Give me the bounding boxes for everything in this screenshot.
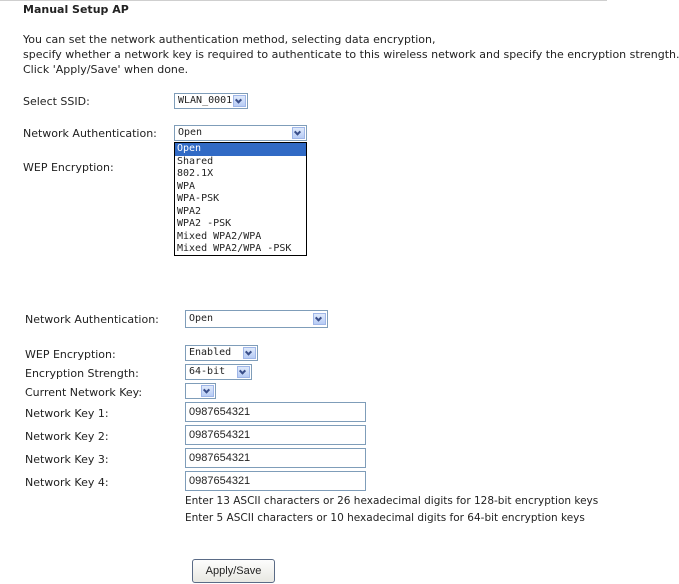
select-ssid-label: Select SSID:	[23, 95, 90, 108]
chevron-down-icon	[201, 385, 214, 397]
network-auth-label: Network Authentication:	[23, 127, 157, 140]
intro-line-3: Click 'Apply/Save' when done.	[23, 63, 189, 76]
network-key-4-input[interactable]: 0987654321	[185, 471, 366, 491]
network-key-2-input[interactable]: 0987654321	[185, 425, 366, 445]
wep-encryption-label: WEP Encryption:	[23, 161, 114, 174]
wep-encryption-label-2: WEP Encryption:	[25, 348, 116, 361]
ssid-select-value: WLAN_0001	[178, 95, 233, 106]
auth-option-wpa-psk[interactable]: WPA-PSK	[177, 193, 220, 204]
top-divider	[0, 0, 607, 1]
network-auth-select-2-value: Open	[189, 313, 214, 324]
chevron-down-icon	[313, 313, 326, 325]
intro-line-2: specify whether a network key is required to authenticate to this wireless network and specify the encryption strength.	[23, 48, 679, 61]
intro-line-1: You can set the network authentication method, selecting data encryption,	[23, 33, 436, 46]
encryption-strength-select-value: 64-bit	[189, 366, 226, 377]
network-key-1-label: Network Key 1:	[25, 407, 109, 420]
hint-128-bit: Enter 13 ASCII characters or 26 hexadecimal digits for 128-bit encryption keys	[185, 495, 599, 507]
chevron-down-icon	[233, 95, 246, 107]
network-auth-select-value: Open	[178, 127, 203, 138]
auth-option-open[interactable]: Open	[175, 143, 306, 156]
chevron-down-icon	[292, 127, 305, 139]
chevron-down-icon	[243, 347, 256, 359]
wep-encryption-select-value: Enabled	[189, 347, 232, 358]
network-key-1-input[interactable]: 0987654321	[185, 402, 366, 422]
auth-option-mixed-wpa2-wpa-psk[interactable]: Mixed WPA2/WPA -PSK	[177, 243, 292, 254]
auth-option-wpa2[interactable]: WPA2	[177, 205, 202, 217]
wep-encryption-select[interactable]	[185, 345, 258, 361]
network-auth-select-2[interactable]	[185, 310, 328, 328]
hint-64-bit: Enter 5 ASCII characters or 10 hexadecimal digits for 64-bit encryption keys	[185, 512, 585, 524]
page-title: Manual Setup AP	[23, 3, 129, 16]
network-auth-select[interactable]	[174, 125, 307, 141]
ssid-select[interactable]	[174, 93, 248, 109]
network-auth-label-2: Network Authentication:	[25, 313, 159, 326]
encryption-strength-select[interactable]	[185, 364, 252, 380]
auth-option-wpa2-psk[interactable]: WPA2 -PSK	[177, 218, 232, 229]
auth-option-mixed-wpa2-wpa[interactable]: Mixed WPA2/WPA	[177, 230, 262, 242]
apply-save-button[interactable]: Apply/Save	[192, 559, 275, 583]
auth-option-wpa[interactable]: WPA	[177, 180, 196, 192]
network-key-4-label: Network Key 4:	[25, 476, 109, 489]
auth-option-shared[interactable]: Shared	[177, 155, 214, 167]
encryption-strength-label: Encryption Strength:	[25, 367, 139, 380]
network-key-2-label: Network Key 2:	[25, 430, 109, 443]
auth-option-8021x[interactable]: 802.1X	[177, 168, 214, 179]
network-auth-dropdown-list[interactable]	[174, 142, 307, 256]
chevron-down-icon	[237, 366, 250, 378]
network-key-3-input[interactable]: 0987654321	[185, 448, 366, 468]
network-key-3-label: Network Key 3:	[25, 453, 109, 466]
current-network-key-label: Current Network Key:	[25, 386, 143, 399]
current-network-key-select[interactable]	[185, 383, 216, 399]
